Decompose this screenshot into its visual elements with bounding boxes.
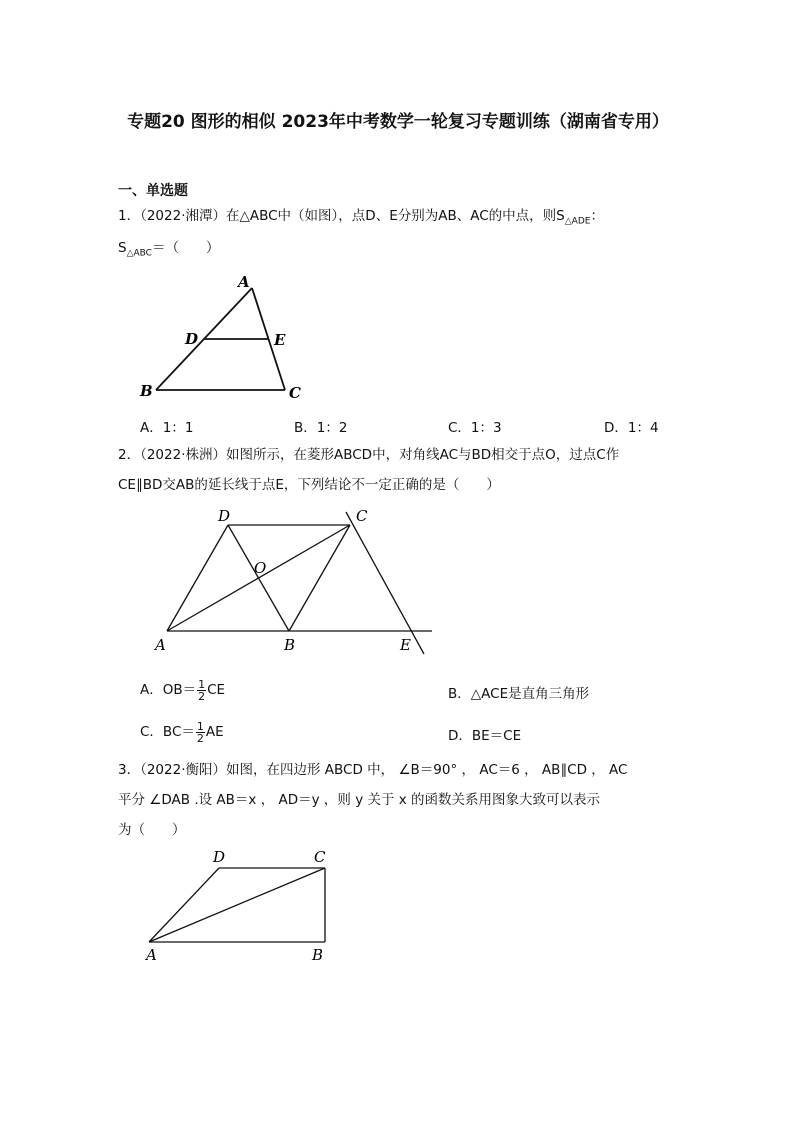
label-o: O [254, 559, 267, 577]
question-2-line-1: 2．（2022·株洲）如图所示，在菱形ABCD中，对角线AC与BD相交于点O，过点C作 [118, 447, 620, 463]
label-d: D [218, 507, 231, 525]
page-title: 专题20 图形的相似 2023年中考数学一轮复习专题训练（湖南省专用） [127, 112, 669, 132]
subscript-ade: △ADE [564, 216, 591, 227]
label-c: C [314, 848, 326, 866]
q1-option-b[interactable]: B．1：2 [294, 420, 348, 436]
q2-option-a[interactable] [140, 678, 225, 702]
label-e: E [274, 331, 286, 349]
section-heading: 一、单选题 [118, 183, 188, 199]
question-1-triangle-figure [130, 268, 310, 404]
q2-option-a-pre: A．OB＝ [140, 682, 197, 698]
label-c: C [289, 384, 301, 402]
label-d: D [213, 848, 226, 866]
colon: ： [590, 208, 604, 224]
question-2-text [118, 442, 678, 498]
label-c: C [356, 507, 368, 525]
question-3-line-2: 平分 ∠DAB .设 AB＝x ， AD＝y ，则 y 关于 x 的函数关系用图象大致可以表示 [118, 792, 601, 808]
subscript-abc: △ABC [126, 248, 152, 259]
label-b: B [284, 636, 296, 654]
fraction-one-half: $\frac{1}{2}$ [196, 719, 204, 745]
question-1-line-2-pre: S [118, 239, 127, 256]
q2-option-c-post: AE [205, 724, 224, 740]
label-b: B [312, 946, 324, 964]
question-3-line-3: 为（ ） [118, 822, 186, 838]
fraction-one-half: $\frac{1}{2}$ [198, 677, 206, 703]
question-1-text [118, 203, 678, 266]
label-b: B [140, 382, 153, 400]
label-a: A [146, 946, 157, 964]
q1-option-d[interactable]: D．1：4 [604, 420, 659, 436]
q2-option-b[interactable]: B．△ACE是直角三角形 [448, 686, 590, 702]
q1-option-a[interactable]: A．1：1 [140, 420, 194, 436]
question-3-quadrilateral-figure [140, 845, 340, 967]
q2-option-c-pre: C．BC＝ [140, 724, 195, 740]
q1-option-c[interactable]: C．1：3 [448, 420, 502, 436]
question-1-line-2-post: ＝（ ） [151, 239, 220, 256]
label-e: E [400, 636, 411, 654]
question-1-line-1: 1．（2022·湘潭）在△ABC中（如图），点D、E分别为AB、AC的中点，则S [118, 208, 565, 224]
label-a: A [238, 273, 250, 291]
q2-option-a-post: CE [207, 682, 226, 698]
label-d: D [185, 330, 199, 348]
q2-option-d[interactable]: D．BE＝CE [448, 728, 522, 744]
question-3-line-1: 3．（2022·衡阳）如图，在四边形 ABCD 中， ∠B＝90° ， AC＝6 ， AB∥CD ， AC [118, 762, 628, 778]
question-2-rhombus-figure [150, 504, 440, 656]
question-2-line-2: CE∥BD交AB的延长线于点E，下列结论不一定正确的是（ ） [118, 477, 500, 493]
q2-option-c[interactable] [140, 720, 224, 744]
question-3-text [118, 755, 678, 845]
label-a: A [155, 636, 166, 654]
